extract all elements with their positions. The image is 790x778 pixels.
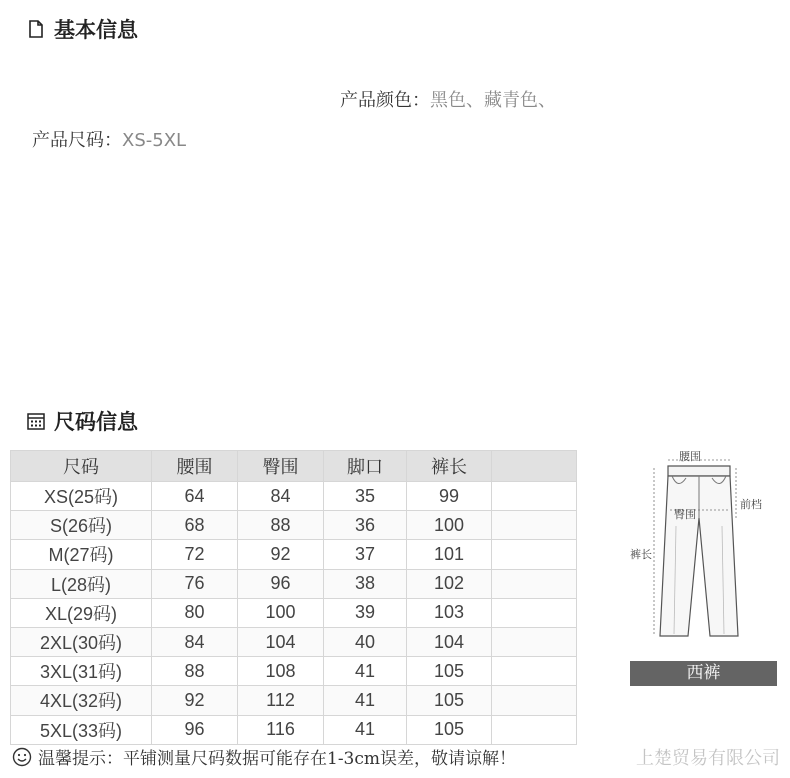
table-cell: 92 <box>152 686 238 715</box>
table-cell <box>492 686 577 715</box>
hip-label: 臀围 <box>674 508 696 521</box>
table-cell: 88 <box>238 511 324 540</box>
basic-info-title <box>26 14 138 44</box>
table-cell: L(28码) <box>11 569 152 598</box>
table-row <box>11 540 577 569</box>
table-cell: 103 <box>407 598 492 627</box>
size-table-header-cell: 腰围 <box>152 451 238 482</box>
table-row <box>11 511 577 540</box>
document-icon <box>26 19 46 39</box>
table-cell <box>492 569 577 598</box>
table-cell: 105 <box>407 657 492 686</box>
table-row <box>11 715 577 744</box>
table-cell: 35 <box>324 482 407 511</box>
table-cell: S(26码) <box>11 511 152 540</box>
table-cell <box>492 657 577 686</box>
table-cell: 101 <box>407 540 492 569</box>
table-cell: 104 <box>238 627 324 656</box>
table-cell: 99 <box>407 482 492 511</box>
table-cell: 112 <box>238 686 324 715</box>
calendar-icon <box>26 411 46 431</box>
product-color-value: 黑色、藏青色、 <box>430 90 556 111</box>
product-size <box>32 126 186 152</box>
size-table-header-cell: 裤长 <box>407 451 492 482</box>
product-size-value: XS-5XL <box>122 130 187 151</box>
table-row <box>11 686 577 715</box>
table-cell: 100 <box>407 511 492 540</box>
table-cell: 37 <box>324 540 407 569</box>
table-cell: 105 <box>407 715 492 744</box>
table-cell: 41 <box>324 715 407 744</box>
pants-diagram <box>626 446 780 646</box>
table-cell: 100 <box>238 598 324 627</box>
table-cell <box>492 715 577 744</box>
table-cell: 4XL(32码) <box>11 686 152 715</box>
table-cell: 84 <box>152 627 238 656</box>
table-row <box>11 598 577 627</box>
length-label: 裤长 <box>630 548 652 561</box>
size-table-header-cell: 脚口 <box>324 451 407 482</box>
size-table-header <box>11 451 577 482</box>
table-cell: 108 <box>238 657 324 686</box>
table-cell: 76 <box>152 569 238 598</box>
table-cell: 105 <box>407 686 492 715</box>
table-cell: 38 <box>324 569 407 598</box>
table-cell: 40 <box>324 627 407 656</box>
table-cell: 2XL(30码) <box>11 627 152 656</box>
smile-icon <box>12 747 32 767</box>
table-cell <box>492 598 577 627</box>
product-size-label: 产品尺码： <box>32 130 122 151</box>
table-cell: 3XL(31码) <box>11 657 152 686</box>
table-cell: 80 <box>152 598 238 627</box>
company-name: 上楚贸易有限公司 <box>636 748 780 769</box>
table-cell: 88 <box>152 657 238 686</box>
table-row <box>11 627 577 656</box>
table-cell: 39 <box>324 598 407 627</box>
table-cell: XL(29码) <box>11 598 152 627</box>
table-cell: 5XL(33码) <box>11 715 152 744</box>
table-cell: 84 <box>238 482 324 511</box>
table-cell <box>492 511 577 540</box>
table-cell <box>492 540 577 569</box>
product-color <box>340 86 556 112</box>
table-cell: 72 <box>152 540 238 569</box>
table-cell: 116 <box>238 715 324 744</box>
size-table <box>10 450 577 745</box>
basic-info-title-text: 基本信息 <box>54 18 138 42</box>
table-cell: 96 <box>238 569 324 598</box>
size-info-title-text: 尺码信息 <box>54 410 138 434</box>
size-table-header-cell <box>492 451 577 482</box>
tip-text: 温馨提示：平铺测量尺码数据可能存在1-3cm误差，敬请谅解！ <box>38 749 517 769</box>
size-table-header-cell: 尺码 <box>11 451 152 482</box>
table-cell: 96 <box>152 715 238 744</box>
table-cell: 104 <box>407 627 492 656</box>
diagram-caption: 西裤 <box>630 661 777 686</box>
table-row <box>11 482 577 511</box>
table-cell: 102 <box>407 569 492 598</box>
waist-label: 腰围 <box>679 450 701 463</box>
table-cell: 68 <box>152 511 238 540</box>
table-row <box>11 569 577 598</box>
table-cell: M(27码) <box>11 540 152 569</box>
table-cell: 64 <box>152 482 238 511</box>
table-row <box>11 657 577 686</box>
table-cell: 41 <box>324 657 407 686</box>
rise-label: 前档 <box>740 498 762 511</box>
product-color-label: 产品颜色： <box>340 90 430 111</box>
table-cell <box>492 482 577 511</box>
table-cell: XS(25码) <box>11 482 152 511</box>
table-cell: 92 <box>238 540 324 569</box>
size-info-title <box>26 406 138 436</box>
size-table-header-cell: 臀围 <box>238 451 324 482</box>
table-cell: 41 <box>324 686 407 715</box>
table-cell <box>492 627 577 656</box>
measurement-tip <box>12 744 516 769</box>
table-cell: 36 <box>324 511 407 540</box>
